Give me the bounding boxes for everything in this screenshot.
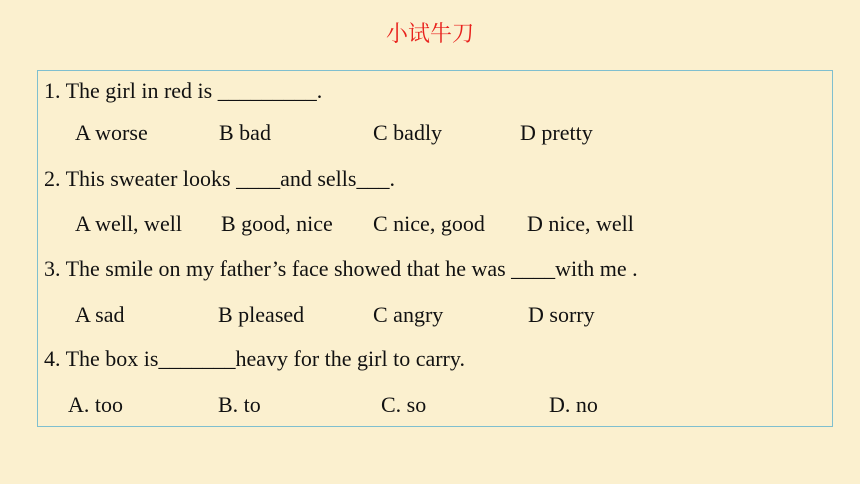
question-1-option-a: A worse	[75, 120, 148, 145]
question-3-option-c: C angry	[373, 302, 444, 327]
question-2-option-d: D nice, well	[527, 211, 634, 236]
question-4-option-a: A. too	[68, 392, 123, 417]
question-4-option-d: D. no	[549, 392, 598, 417]
question-3-option-d: D sorry	[528, 302, 595, 327]
question-4-text: 4. The box is_______heavy for the girl to carry.	[44, 346, 465, 371]
question-4-option-c: C. so	[381, 392, 427, 417]
question-1-option-d: D pretty	[520, 120, 593, 145]
question-3-text: 3. The smile on my father’s face showed that he was ____with me .	[44, 256, 638, 281]
question-3-option-a: A sad	[75, 302, 125, 327]
question-4-option-b: B. to	[218, 392, 261, 417]
page-title: 小试牛刀	[385, 22, 474, 47]
question-2-option-a: A well, well	[75, 211, 182, 236]
question-3-option-b: B pleased	[218, 302, 305, 327]
question-2-text: 2. This sweater looks ____and sells___.	[44, 166, 395, 191]
question-1-option-b: B bad	[219, 120, 271, 145]
question-2-option-c: C nice, good	[373, 211, 485, 236]
question-1-text: 1. The girl in red is _________.	[44, 78, 323, 103]
question-2-option-b: B good, nice	[221, 211, 333, 236]
question-1-option-c: C badly	[373, 120, 443, 145]
